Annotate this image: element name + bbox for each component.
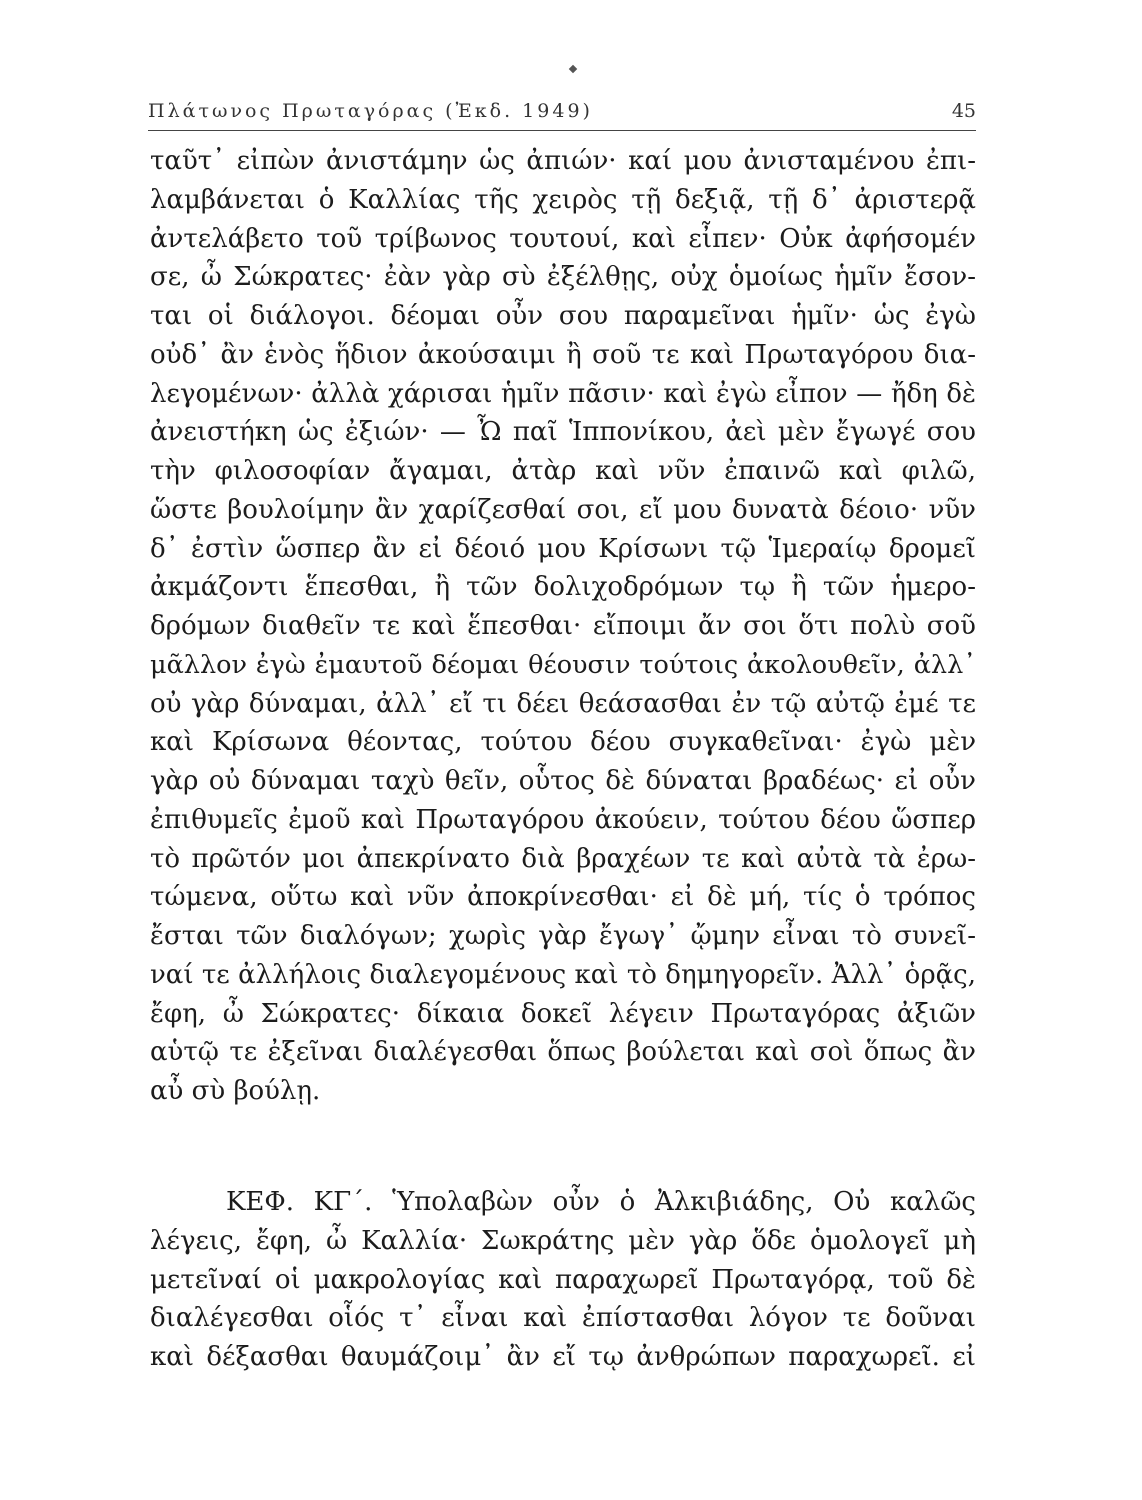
text-line: οὐ γὰρ δύναμαι, ἀλλ᾽ εἴ τι δέει θεάσασθαι ἐν τῷ αὐτῷ ἐμέ τε xyxy=(150,688,976,719)
text-line: γὰρ οὐ δύναμαι ταχὺ θεῖν, οὗτος δὲ δύναται βραδέως· εἰ οὖν xyxy=(150,766,976,796)
text-line: αὑτῷ τε ἐξεῖναι διαλέγεσθαι ὅπως βούλεται καὶ σοὶ ὅπως ἂν xyxy=(150,1037,976,1068)
text-line: τὴν φιλοσοφίαν ἄγαμαι, ἀτὰρ καὶ νῦν ἐπαινῶ καὶ φιλῶ, xyxy=(150,456,976,486)
text-line: καὶ δέξασθαι θαυμάζοιμ᾽ ἂν εἴ τῳ ἀνθρώπων παραχωρεῖ. εἰ xyxy=(150,1342,976,1372)
text-line: ταῦτ᾽ εἰπὼν ἀνιστάμην ὡς ἀπιών· καί μου ἀνισταμένου ἐπι- xyxy=(150,146,976,176)
paragraph-2 xyxy=(150,1183,976,1377)
text-line: τώμενα, οὕτω καὶ νῦν ἀποκρίνεσθαι· εἰ δὲ μή, τίς ὁ τρόπος xyxy=(150,882,976,913)
text-line: λεγομένων· ἀλλὰ χάρισαι ἡμῖν πᾶσιν· καὶ ἐγὼ εἶπον — ἤδη δὲ xyxy=(150,378,976,409)
text-line: διαλέγεσθαι οἷός τ᾽ εἶναι καὶ ἐπίστασθαι λόγον τε δοῦναι xyxy=(150,1303,976,1334)
header-title: Πλάτωνος Πρωταγόρας (Ἐκδ. 1949) xyxy=(148,100,593,122)
text-line: αὖ σὺ βούλῃ. xyxy=(150,1076,321,1106)
text-line: καὶ Κρίσωνα θέοντας, τούτου δέου συγκαθεῖναι· ἐγὼ μὲν xyxy=(150,727,976,758)
paragraph-1 xyxy=(150,142,976,1111)
text-line: μετεῖναί οἱ μακρολογίας καὶ παραχωρεῖ Πρωταγόρᾳ, τοῦ δὲ xyxy=(150,1264,976,1295)
text-line: ἔφη, ὦ Σώκρατες· δίκαια δοκεῖ λέγειν Πρωταγόρας ἀξιῶν xyxy=(150,998,976,1029)
text-line: οὐδ᾽ ἂν ἑνὸς ἥδιον ἀκούσαιμι ἢ σοῦ τε καὶ Πρωταγόρου δια- xyxy=(150,339,976,370)
text-line: λαμβάνεται ὁ Καλλίας τῆς χειρὸς τῇ δεξιᾷ, τῇ δ᾽ ἀριστερᾷ xyxy=(150,184,976,215)
text-line: τὸ πρῶτόν μοι ἀπεκρίνατο διὰ βραχέων τε καὶ αὐτὰ τὰ ἐρω- xyxy=(150,843,976,874)
text-line: δ᾽ ἐστὶν ὥσπερ ἂν εἰ δέοιό μου Κρίσωνι τῷ Ἱμεραίῳ δρομεῖ xyxy=(150,533,976,564)
text-line: ὥστε βουλοίμην ἂν χαρίζεσθαί σοι, εἴ μου δυνατὰ δέοιο· νῦν xyxy=(150,494,976,525)
text-line: ται οἱ διάλογοι. δέομαι οὖν σου παραμεῖναι ἡμῖν· ὡς ἐγὼ xyxy=(150,301,976,331)
running-header xyxy=(148,98,976,131)
chapter-heading-line: ΚΕΦ. ΚΓ΄. Ὑπολαβὼν οὖν ὁ Ἀλκιβιάδης, Οὐ καλῶς xyxy=(226,1187,976,1217)
text-line: σε, ὦ Σώκρατες· ἐὰν γὰρ σὺ ἐξέλθῃς, οὐχ ὁμοίως ἡμῖν ἔσον- xyxy=(150,262,976,293)
text-line: ἔσται τῶν διαλόγων; χωρὶς γὰρ ἔγωγ᾽ ᾤμην εἶναι τὸ συνεῖ- xyxy=(150,921,976,951)
text-line: δρόμων διαθεῖν τε καὶ ἕπεσθαι· εἴποιμι ἄν σοι ὅτι πολὺ σοῦ xyxy=(150,611,976,641)
text-line: ἀνειστήκη ὡς ἐξιών· — Ὦ παῖ Ἱππονίκου, ἀεὶ μὲν ἔγωγέ σου xyxy=(150,417,976,448)
text-line: ἀντελάβετο τοῦ τρίβωνος τουτουί, καὶ εἶπεν· Οὐκ ἀφήσομέν xyxy=(150,223,976,254)
text-line: ἀκμάζοντι ἕπεσθαι, ἢ τῶν δολιχοδρόμων τῳ ἢ τῶν ἡμερο- xyxy=(150,572,976,603)
text-line: ναί τε ἀλλήλοις διαλεγομένους καὶ τὸ δημηγορεῖν. Ἀλλ᾽ ὁρᾷς, xyxy=(150,959,976,990)
text-line: λέγεις, ἔφη, ὦ Καλλία· Σωκράτης μὲν γὰρ ὅδε ὁμολογεῖ μὴ xyxy=(150,1225,976,1256)
page-number: 45 xyxy=(951,100,976,122)
scan-speck xyxy=(569,65,577,73)
text-line: ἐπιθυμεῖς ἐμοῦ καὶ Πρωταγόρου ἀκούειν, τούτου δέου ὥσπερ xyxy=(150,804,976,835)
text-line: μᾶλλον ἐγὼ ἐμαυτοῦ δέομαι θέουσιν τούτοις ἀκολουθεῖν, ἀλλ᾽ xyxy=(150,649,976,680)
